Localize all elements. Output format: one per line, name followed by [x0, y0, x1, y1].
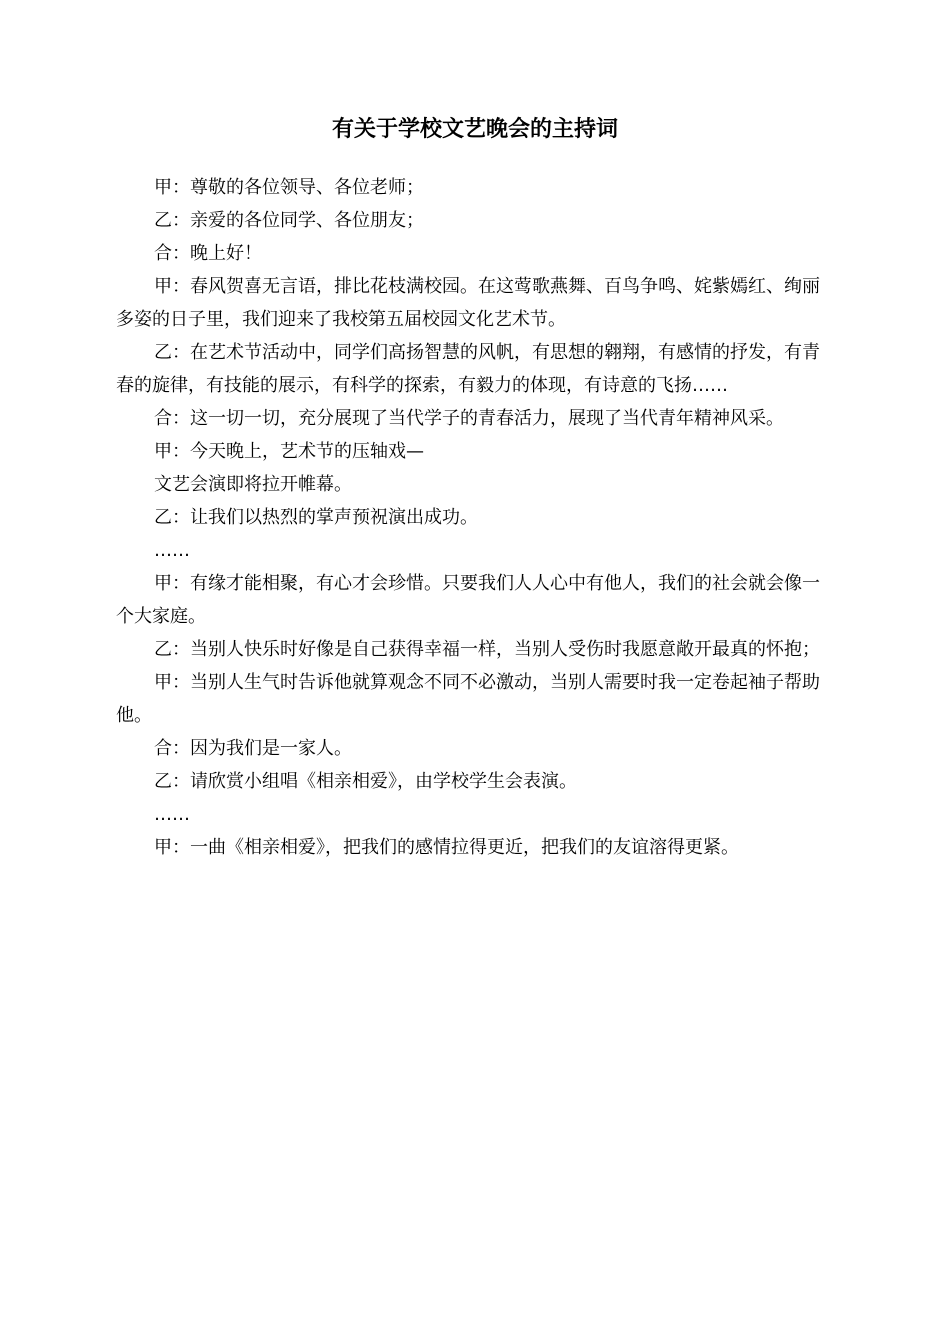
ellipsis-line: …… — [154, 804, 190, 825]
paragraph: 合：这一切一切，充分展现了当代学子的青春活力，展现了当代青年精神风采。 — [154, 408, 784, 429]
paragraph: 乙：让我们以热烈的掌声预祝演出成功。 — [154, 507, 478, 528]
paragraph: 甲：今天晚上，艺术节的压轴戏— — [154, 441, 424, 462]
document-body — [116, 171, 826, 864]
paragraph: 乙：在艺术节活动中，同学们高扬智慧的风帆，有思想的翱翔，有感情的抒发，有青春的旋律，有技能的展示，有科学的探索，有毅力的体现，有诗意的飞扬…… — [116, 342, 820, 396]
paragraph: 文艺会演即将拉开帷幕。 — [154, 474, 352, 495]
paragraph: 乙：亲爱的各位同学、各位朋友； — [154, 210, 424, 231]
document-title: 有关于学校文艺晚会的主持词 — [331, 117, 618, 142]
paragraph: 甲：当别人生气时告诉他就算观念不同不必激动，当别人需要时我一定卷起袖子帮助他。 — [116, 672, 820, 726]
paragraph: 甲：有缘才能相聚，有心才会珍惜。只要我们人人心中有他人，我们的社会就会像一个大家庭。 — [116, 573, 820, 627]
paragraph: 甲：一曲《相亲相爱》，把我们的感情拉得更近，把我们的友谊溶得更紧。 — [154, 837, 739, 858]
paragraph: 甲：尊敬的各位领导、各位老师； — [154, 177, 424, 198]
paragraph: 乙：当别人快乐时好像是自己获得幸福一样，当别人受伤时我愿意敞开最真的怀抱； — [154, 639, 820, 660]
paragraph: 合：晚上好！ — [154, 243, 262, 264]
ellipsis-line: …… — [154, 540, 190, 561]
paragraph: 乙：请欣赏小组唱《相亲相爱》，由学校学生会表演。 — [154, 771, 577, 792]
paragraph: 合：因为我们是一家人。 — [154, 738, 352, 759]
paragraph: 甲：春风贺喜无言语，排比花枝满校园。在这莺歌燕舞、百鸟争鸣、姹紫嫣红、绚丽多姿的日子里，我们迎来了我校第五届校园文化艺术节。 — [116, 276, 820, 330]
